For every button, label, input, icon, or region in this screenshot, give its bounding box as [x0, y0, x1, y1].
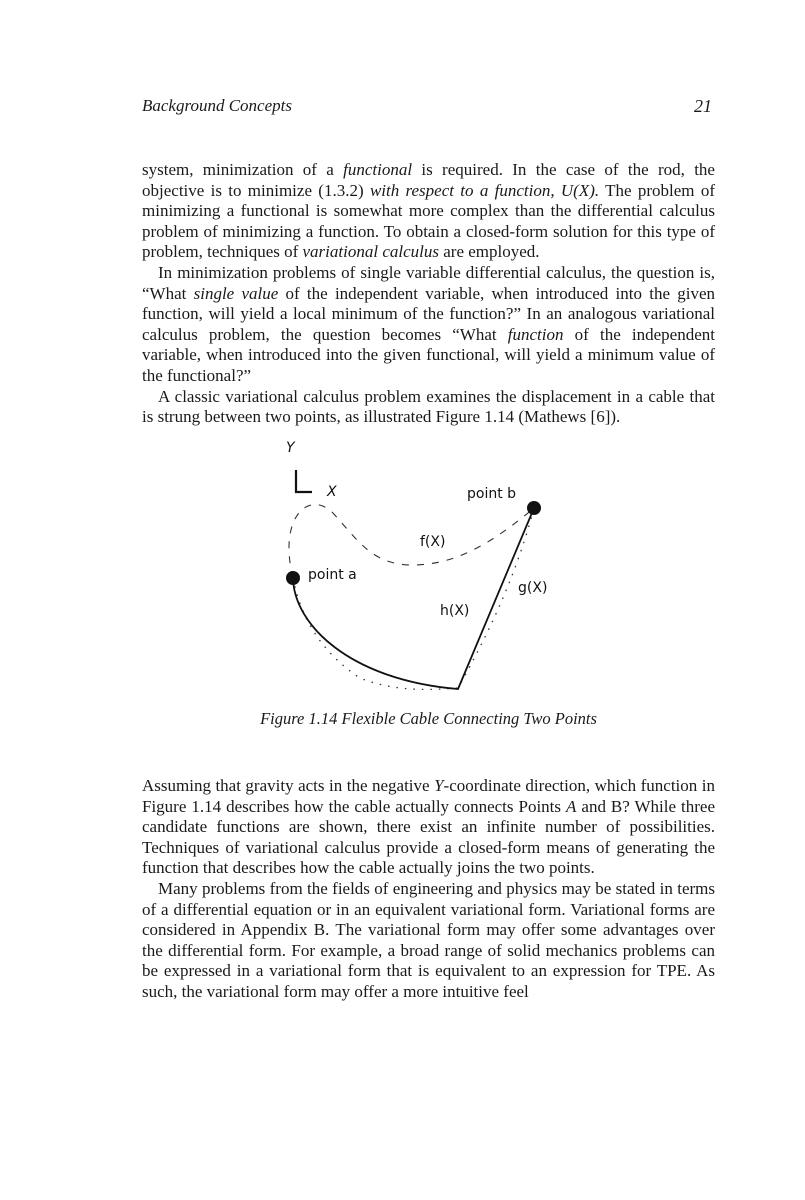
point-a-label: point a — [308, 567, 357, 583]
curve-g-label: g(X) — [518, 580, 548, 596]
point-a-marker — [286, 571, 300, 585]
curve-h — [293, 508, 534, 689]
emphasis: function — [507, 324, 564, 344]
curve-g — [293, 508, 534, 689]
emphasis: Y — [434, 776, 444, 795]
point-b-marker — [527, 501, 541, 515]
emphasis: variational calculus — [302, 242, 439, 262]
curve-h-label: h(X) — [440, 603, 470, 619]
emphasis: A — [566, 796, 577, 816]
axis-icon — [296, 470, 312, 492]
figure-caption: Figure 1.14 Flexible Cable Connecting Two Points — [260, 709, 597, 728]
body-text-top — [142, 160, 715, 428]
page-number: 21 — [694, 96, 712, 116]
page-header — [142, 96, 715, 122]
emphasis: single value — [193, 283, 279, 303]
emphasis: functional — [343, 160, 413, 179]
paragraph: Many problems from the fields of engineering and physics may be stated in terms of a differential equation or in an equivalent variational form. Variational forms are considered in Appendix B. The variational form may offer some advantages over the differential form. For example, a broad range of solid mechanics problems can be expressed in a variational form that is equivalent to an expression for TPE. As such, the variational form may offer a more intuitive feel — [142, 878, 715, 1001]
axis-y-label: Y — [286, 440, 295, 456]
paragraph: Assuming that gravity acts in the negative Y-coordinate direction, which function in Figure 1.14 describes how the cable actually connects Points A and B? While three candidate functions are shown, there exist an infinite number of possibilities. Techniques of variational calculus provide a closed-form means of generating the function that describes how the cable actually joins the two points. — [142, 776, 716, 878]
paragraph: In minimization problems of single variable differential calculus, the question is, “What single value of the independent variable, when introduced into the given function, will yield a local minimum of the function?” In an analogous variational calculus problem, the question becomes “What function of the independent variable, when introduced into the given functional, will yield a minimum value of the functional?” — [142, 262, 716, 385]
figure-cable — [270, 440, 580, 705]
point-b-label: point b — [467, 486, 517, 502]
body-text-bottom — [142, 776, 715, 1003]
paragraph: A classic variational calculus problem examines the displacement in a cable that is strung between two points, as illustrated Figure 1.14 (Mathews [6]). — [142, 386, 715, 427]
running-title: Background Concepts — [142, 96, 292, 115]
emphasis: with respect to a function, U(X). — [369, 180, 600, 200]
paragraph: system, minimization of a functional is required. In the case of the rod, the objective is to minimize (1.3.2) with respect to a function, U(X). The problem of minimizing a functional is somewhat more complex than the differential calculus problem of minimizing a function. To obtain a closed-form solution for this type of problem, techniques of variational calculus are employed. — [142, 160, 715, 262]
axis-x-label: X — [327, 484, 337, 500]
curve-f-label: f(X) — [420, 534, 446, 550]
